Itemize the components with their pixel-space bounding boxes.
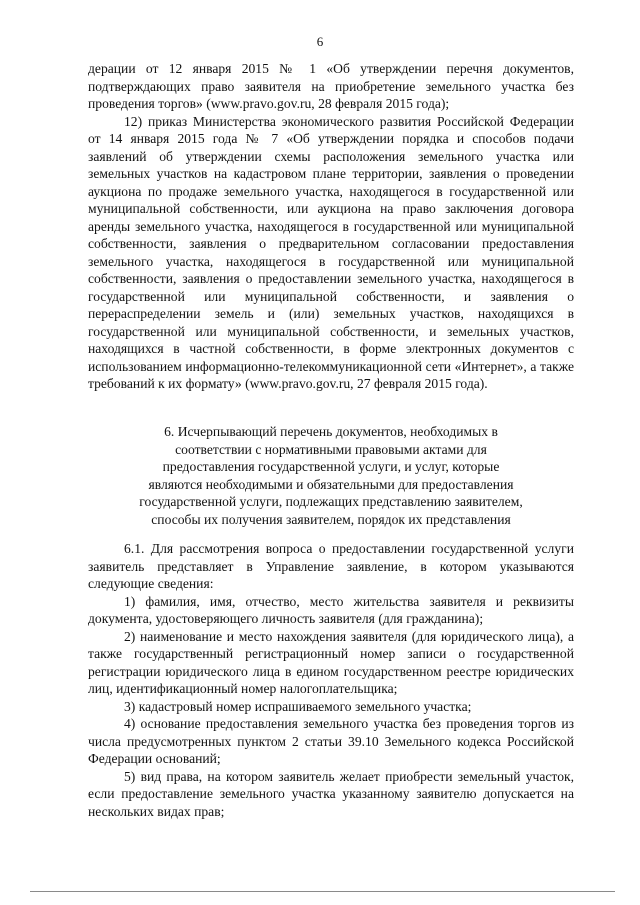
heading-line: способы их получения заявителем, порядок их представления <box>151 511 511 527</box>
heading-line: государственной услуги, подлежащих представлению заявителем, <box>139 494 523 509</box>
list-item-12: 12) приказ Министерства экономического развития Российской Федерации от 14 января 2015 года № 7 «Об утверждении порядка и способов подачи заявлений об утверждении схемы расположения земельного участка или земельных участков на кадастровом плане территории, заявления о проведении аукциона по продаже земельного участка, находящегося в государственной или муниципальной собственности, или аукциона на право заключения договора аренды земельного участка, находящегося в государственной или муниципальной собственности, заявления о предварительном согласовании предоставления земельного участка, находящегося в государственной или муниципальной собственности, заявления о предоставлении земельного участка, находящегося в государственной или муниципальной собственности, и заявления о перераспределении земель и (или) земельных участков, находящихся в государственной или муниципальной собственности, и земельных участков, находящихся в частной собственности, в форме электронных документов с использованием информационно-телекоммуникационной сети «Интернет», а также требований к их формату» (www.pravo.gov.ru, 27 февраля 2015 года). <box>88 113 574 391</box>
list-item-1: 1) фамилия, имя, отчество, место жительства заявителя и реквизиты документа, удостоверяющего личность заявителя (для гражданина); <box>88 593 574 626</box>
paragraph-6-1: 6.1. Для рассмотрения вопроса о предоставлении государственной услуги заявитель представляет в Управление заявление, в котором указываются следующие сведения: <box>88 541 574 591</box>
top-text-block <box>88 60 574 393</box>
section-heading <box>88 423 574 528</box>
paragraph-continuation: дерации от 12 января 2015 № 1 «Об утверждении перечня документов, подтверждающих право заявителя на приобретение земельного участка без проведения торгов» (www.pravo.gov.ru, 28 февраля 2015 года); <box>88 61 574 111</box>
heading-line: предоставления государственной услуги, и услуг, которые <box>162 459 500 474</box>
list-item-2: 2) наименование и место нахождения заявителя (для юридического лица), а также государственный регистрационный номер записи о государственной регистрации юридического лица в едином государственном реестре юридических лиц, идентификационный номер налогоплательщика; <box>88 628 574 696</box>
list-item-4: 4) основание предоставления земельного участка без проведения торгов из числа предусмотренных пунктом 2 статьи 39.10 Земельного кодекса Российской Федерации оснований; <box>88 716 574 766</box>
page-number: 6 <box>316 34 324 49</box>
list-item-3: 3) кадастровый номер испрашиваемого земельного участка; <box>124 698 472 714</box>
heading-line: соответствии с нормативными правовыми актами для <box>175 441 487 457</box>
list-item-5: 5) вид права, на котором заявитель желает приобрести земельный участок, если предоставление земельного участка указанному заявителю допускается на нескольких видах прав; <box>88 768 574 819</box>
heading-line: 6. Исчерпывающий перечень документов, необходимых в <box>164 424 498 439</box>
heading-line: являются необходимыми и обязательными для предоставления <box>148 476 514 492</box>
bottom-text-block <box>88 540 574 820</box>
scan-edge-line <box>30 891 615 892</box>
